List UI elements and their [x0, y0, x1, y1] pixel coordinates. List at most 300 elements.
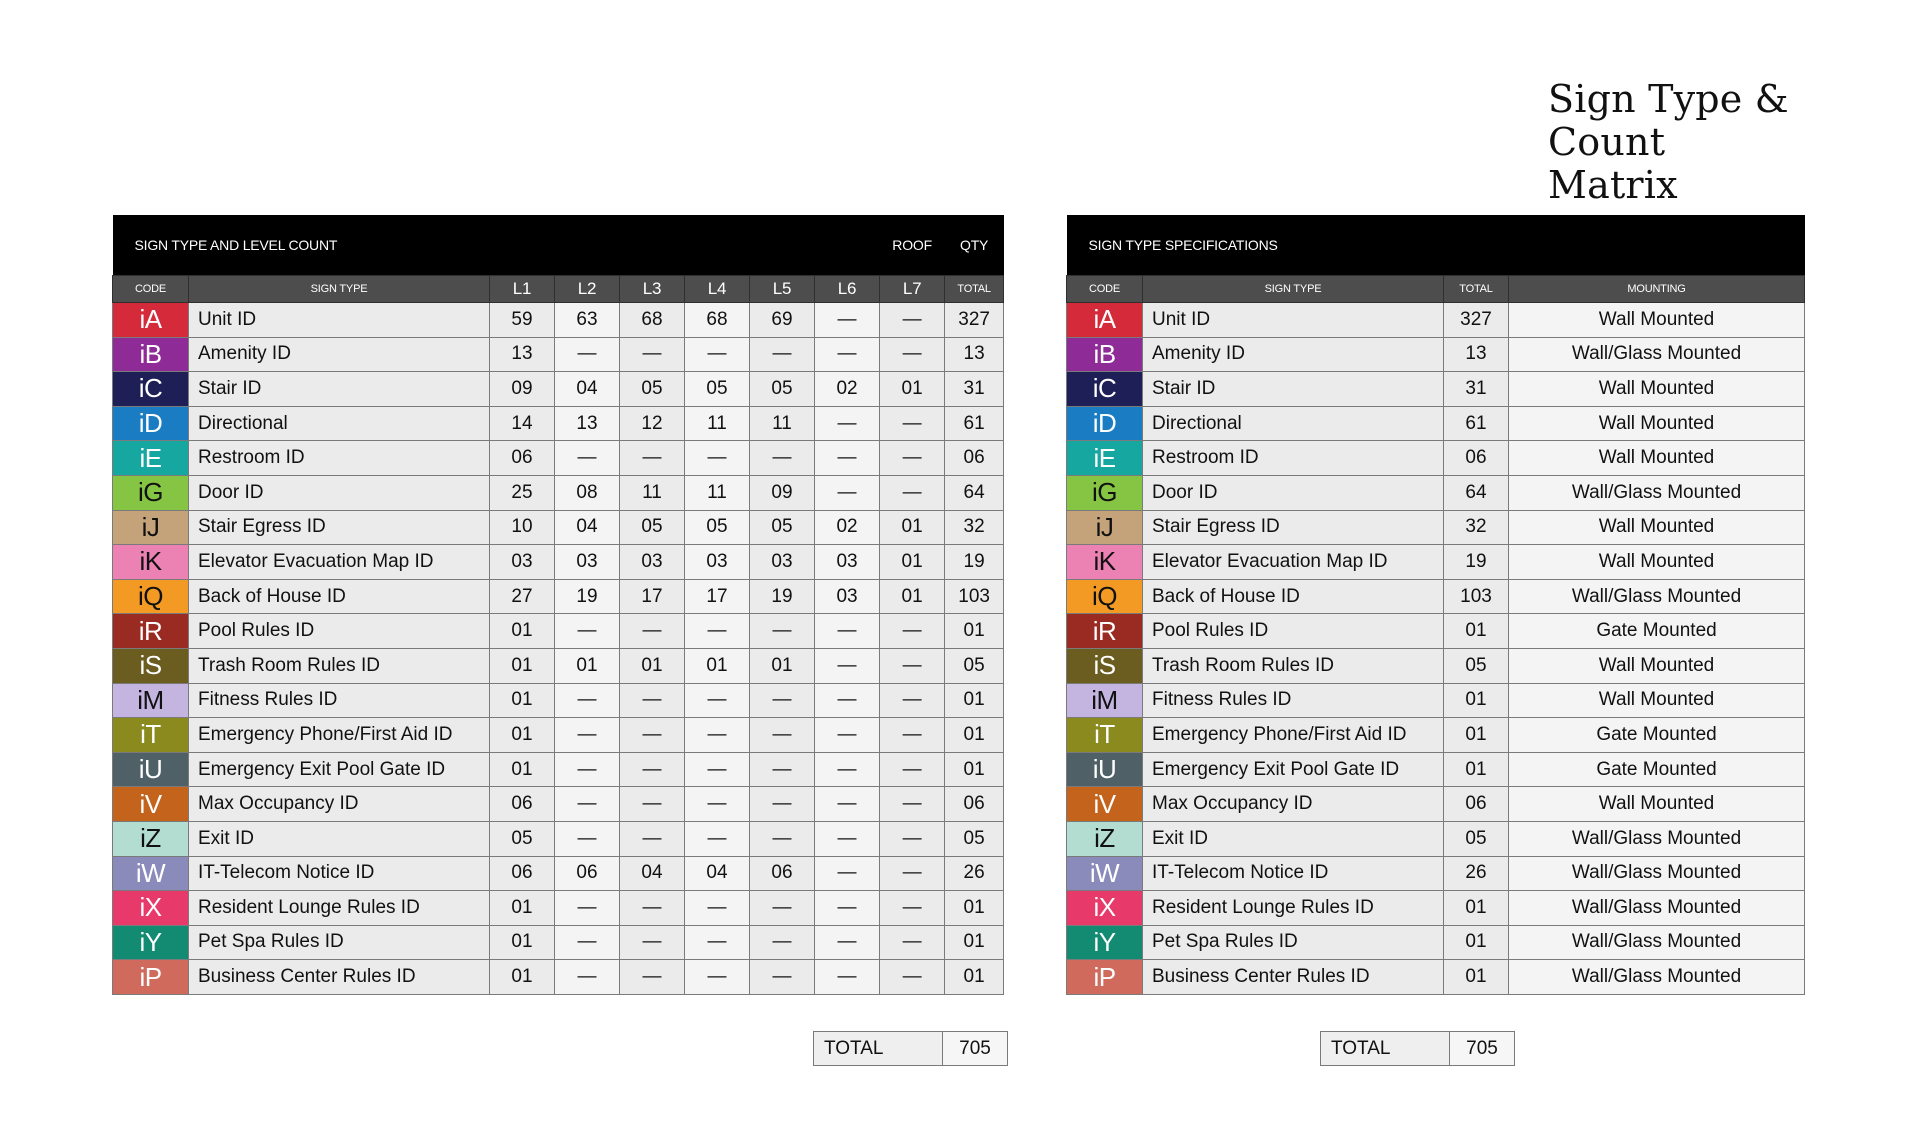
sign-code-badge: iW	[1067, 856, 1143, 891]
level-count-l6: —	[815, 718, 880, 753]
level-count-l7: 01	[880, 372, 945, 407]
level-count-l7: 01	[880, 579, 945, 614]
level-count-l7: —	[880, 925, 945, 960]
row-total: 103	[1444, 579, 1509, 614]
spec-table-title-row	[1067, 215, 1805, 276]
level-count-l2: —	[555, 337, 620, 372]
level-count-l5: —	[750, 614, 815, 649]
sign-code-badge: iE	[113, 441, 189, 476]
level-count-l7: —	[880, 752, 945, 787]
level-count-l1: 01	[490, 891, 555, 926]
level-count-l4: —	[685, 683, 750, 718]
row-total: 05	[1444, 648, 1509, 683]
level-count-l3: —	[620, 752, 685, 787]
level-count-l4: —	[685, 787, 750, 822]
level-count-l2: 13	[555, 406, 620, 441]
level-count-l5: —	[750, 925, 815, 960]
level-count-l7: —	[880, 891, 945, 926]
level-count-l2: 04	[555, 372, 620, 407]
page-title: Sign Type & Count Matrix	[1548, 77, 1789, 207]
sign-type-name: Max Occupancy ID	[1143, 787, 1444, 822]
row-total: 01	[945, 683, 1004, 718]
mounting-type: Wall Mounted	[1509, 372, 1805, 407]
sign-code-badge: iJ	[1067, 510, 1143, 545]
sign-type-name: Elevator Evacuation Map ID	[189, 545, 490, 580]
sign-type-name: Stair ID	[1143, 372, 1444, 407]
row-total: 32	[1444, 510, 1509, 545]
table-row	[1067, 648, 1805, 683]
level-count-l3: —	[620, 683, 685, 718]
level-count-l6: —	[815, 683, 880, 718]
table-row	[1067, 337, 1805, 372]
row-total: 06	[945, 787, 1004, 822]
sign-code-badge: iY	[113, 925, 189, 960]
row-total: 01	[1444, 683, 1509, 718]
sign-type-name: Door ID	[189, 475, 490, 510]
level-count-l1: 01	[490, 960, 555, 995]
table-row	[1067, 372, 1805, 407]
row-total: 64	[1444, 475, 1509, 510]
table-row	[1067, 718, 1805, 753]
level-count-l5: —	[750, 960, 815, 995]
level-count-l6: —	[815, 406, 880, 441]
level-count-l3: —	[620, 821, 685, 856]
level-count-l5: —	[750, 821, 815, 856]
mounting-type: Wall Mounted	[1509, 648, 1805, 683]
sign-code-badge: iS	[1067, 648, 1143, 683]
row-total: 13	[1444, 337, 1509, 372]
level-count-l2: —	[555, 925, 620, 960]
table-row	[113, 821, 1004, 856]
grand-total-value: 705	[1450, 1032, 1515, 1066]
mounting-type: Wall/Glass Mounted	[1509, 925, 1805, 960]
sign-code-badge: iD	[113, 406, 189, 441]
table-row	[113, 925, 1004, 960]
level-count-l6: —	[815, 337, 880, 372]
level-count-l1: 09	[490, 372, 555, 407]
mounting-type: Wall/Glass Mounted	[1509, 579, 1805, 614]
sign-type-name: Emergency Exit Pool Gate ID	[1143, 752, 1444, 787]
sign-type-name: Restroom ID	[1143, 441, 1444, 476]
sign-type-name: Back of House ID	[189, 579, 490, 614]
level-count-l4: 04	[685, 856, 750, 891]
sign-type-name: Door ID	[1143, 475, 1444, 510]
level-count-l2: 06	[555, 856, 620, 891]
table-row	[113, 441, 1004, 476]
level-count-l6: —	[815, 475, 880, 510]
level-count-l3: —	[620, 960, 685, 995]
table-row	[113, 510, 1004, 545]
level-table-title-row	[113, 215, 1004, 276]
level-count-l7: —	[880, 787, 945, 822]
level-count-l3: 04	[620, 856, 685, 891]
sign-code-badge: iT	[113, 718, 189, 753]
sign-code-badge: iB	[113, 337, 189, 372]
level-count-l2: —	[555, 821, 620, 856]
level-count-l6: —	[815, 925, 880, 960]
grand-total-value: 705	[943, 1032, 1008, 1066]
sign-type-name: Max Occupancy ID	[189, 787, 490, 822]
row-total: 01	[1444, 614, 1509, 649]
mounting-type: Wall/Glass Mounted	[1509, 891, 1805, 926]
level-count-l3: —	[620, 925, 685, 960]
column-header-l1: L1	[490, 276, 555, 303]
table-row	[1067, 891, 1805, 926]
level-count-l1: 06	[490, 441, 555, 476]
level-count-l5: 69	[750, 303, 815, 338]
sign-type-name: IT-Telecom Notice ID	[189, 856, 490, 891]
table-row	[1067, 821, 1805, 856]
level-count-l1: 01	[490, 614, 555, 649]
sign-code-badge: iW	[113, 856, 189, 891]
sign-code-badge: iT	[1067, 718, 1143, 753]
sign-code-badge: iA	[113, 303, 189, 338]
sign-code-badge: iX	[1067, 891, 1143, 926]
level-count-l4: —	[685, 821, 750, 856]
mounting-type: Gate Mounted	[1509, 752, 1805, 787]
row-total: 64	[945, 475, 1004, 510]
qty-label: QTY	[945, 215, 1004, 276]
row-total: 01	[1444, 891, 1509, 926]
level-count-l1: 59	[490, 303, 555, 338]
level-count-l5: 01	[750, 648, 815, 683]
sign-code-badge: iV	[1067, 787, 1143, 822]
level-count-l1: 06	[490, 856, 555, 891]
level-count-l4: —	[685, 614, 750, 649]
level-count-l1: 13	[490, 337, 555, 372]
level-count-l1: 14	[490, 406, 555, 441]
level-count-l2: 08	[555, 475, 620, 510]
table-row	[1067, 475, 1805, 510]
mounting-type: Wall/Glass Mounted	[1509, 475, 1805, 510]
level-count-l6: —	[815, 614, 880, 649]
sign-code-badge: iE	[1067, 441, 1143, 476]
sign-type-name: Resident Lounge Rules ID	[1143, 891, 1444, 926]
row-total: 103	[945, 579, 1004, 614]
sign-type-name: IT-Telecom Notice ID	[1143, 856, 1444, 891]
level-count-l7: —	[880, 683, 945, 718]
row-total: 61	[1444, 406, 1509, 441]
sign-code-badge: iV	[113, 787, 189, 822]
row-total: 32	[945, 510, 1004, 545]
column-header-l5: L5	[750, 276, 815, 303]
table-row	[1067, 545, 1805, 580]
level-count-l3: 68	[620, 303, 685, 338]
level-count-l5: 05	[750, 372, 815, 407]
column-header-mounting: MOUNTING	[1509, 276, 1805, 303]
spec-table-header-row	[1067, 276, 1805, 303]
row-total: 01	[1444, 925, 1509, 960]
mounting-type: Wall Mounted	[1509, 303, 1805, 338]
row-total: 06	[1444, 441, 1509, 476]
level-count-l4: 05	[685, 372, 750, 407]
table-row	[1067, 579, 1805, 614]
level-count-l6: 03	[815, 579, 880, 614]
column-header-total: TOTAL	[1444, 276, 1509, 303]
sign-code-badge: iS	[113, 648, 189, 683]
sign-code-badge: iZ	[1067, 821, 1143, 856]
level-count-l5: —	[750, 718, 815, 753]
level-count-l3: 03	[620, 545, 685, 580]
sign-code-badge: iM	[1067, 683, 1143, 718]
level-count-l7: 01	[880, 510, 945, 545]
level-count-l5: 11	[750, 406, 815, 441]
level-count-l5: —	[750, 683, 815, 718]
level-count-l5: 09	[750, 475, 815, 510]
level-count-l6: 02	[815, 372, 880, 407]
level-count-l6: 02	[815, 510, 880, 545]
table-row	[1067, 614, 1805, 649]
row-total: 01	[945, 960, 1004, 995]
table-row	[113, 891, 1004, 926]
table-row	[113, 545, 1004, 580]
sign-type-name: Trash Room Rules ID	[189, 648, 490, 683]
row-total: 01	[1444, 960, 1509, 995]
level-count-l3: —	[620, 614, 685, 649]
mounting-type: Wall/Glass Mounted	[1509, 337, 1805, 372]
level-count-l2: —	[555, 891, 620, 926]
level-count-l1: 05	[490, 821, 555, 856]
row-total: 327	[945, 303, 1004, 338]
level-count-l4: 05	[685, 510, 750, 545]
grand-total-label: TOTAL	[814, 1032, 943, 1066]
level-count-l3: 05	[620, 372, 685, 407]
row-total: 13	[945, 337, 1004, 372]
table-row	[113, 614, 1004, 649]
level-count-l7: —	[880, 303, 945, 338]
sign-type-name: Exit ID	[1143, 821, 1444, 856]
sign-type-name: Exit ID	[189, 821, 490, 856]
table-row	[113, 856, 1004, 891]
level-count-l7: —	[880, 960, 945, 995]
sign-type-name: Emergency Phone/First Aid ID	[1143, 718, 1444, 753]
level-count-l3: —	[620, 337, 685, 372]
level-count-l7: —	[880, 614, 945, 649]
level-count-l6: —	[815, 752, 880, 787]
sign-type-name: Emergency Phone/First Aid ID	[189, 718, 490, 753]
row-total: 06	[1444, 787, 1509, 822]
level-count-l1: 01	[490, 925, 555, 960]
level-count-l7: —	[880, 718, 945, 753]
table-row	[113, 752, 1004, 787]
level-count-l6: —	[815, 648, 880, 683]
mounting-type: Gate Mounted	[1509, 718, 1805, 753]
level-count-l3: —	[620, 891, 685, 926]
row-total: 327	[1444, 303, 1509, 338]
sign-code-badge: iZ	[113, 821, 189, 856]
sign-type-specifications-table	[1066, 215, 1805, 995]
table-row	[1067, 960, 1805, 995]
table-row	[1067, 441, 1805, 476]
level-count-l2: 19	[555, 579, 620, 614]
level-count-l4: —	[685, 337, 750, 372]
level-count-l6: —	[815, 821, 880, 856]
row-total: 01	[1444, 752, 1509, 787]
sign-type-name: Restroom ID	[189, 441, 490, 476]
table-row	[113, 648, 1004, 683]
sign-code-badge: iY	[1067, 925, 1143, 960]
level-count-l7: —	[880, 475, 945, 510]
level-count-l1: 06	[490, 787, 555, 822]
level-table-header-row	[113, 276, 1004, 303]
level-count-l5: —	[750, 752, 815, 787]
sign-type-name: Pool Rules ID	[1143, 614, 1444, 649]
sign-type-name: Unit ID	[1143, 303, 1444, 338]
level-count-l2: —	[555, 718, 620, 753]
level-count-l6: —	[815, 960, 880, 995]
sign-type-name: Resident Lounge Rules ID	[189, 891, 490, 926]
row-total: 06	[945, 441, 1004, 476]
sign-type-name: Pet Spa Rules ID	[1143, 925, 1444, 960]
level-count-l1: 10	[490, 510, 555, 545]
table-row	[1067, 925, 1805, 960]
level-count-l7: —	[880, 406, 945, 441]
level-count-l3: 05	[620, 510, 685, 545]
level-count-l4: 11	[685, 406, 750, 441]
mounting-type: Wall Mounted	[1509, 545, 1805, 580]
row-total: 05	[945, 648, 1004, 683]
table-row	[113, 372, 1004, 407]
mounting-type: Wall Mounted	[1509, 510, 1805, 545]
sign-type-name: Unit ID	[189, 303, 490, 338]
sign-code-badge: iJ	[113, 510, 189, 545]
level-count-l4: 17	[685, 579, 750, 614]
level-count-l3: —	[620, 441, 685, 476]
table-row	[113, 718, 1004, 753]
sign-code-badge: iB	[1067, 337, 1143, 372]
sign-code-badge: iQ	[113, 579, 189, 614]
level-count-l2: 04	[555, 510, 620, 545]
mounting-type: Wall/Glass Mounted	[1509, 821, 1805, 856]
level-grand-total	[813, 1031, 1008, 1066]
sign-code-badge: iR	[113, 614, 189, 649]
column-header-l7: L7	[880, 276, 945, 303]
level-count-l2: —	[555, 960, 620, 995]
level-count-l5: 05	[750, 510, 815, 545]
table-row	[113, 475, 1004, 510]
sign-type-name: Stair ID	[189, 372, 490, 407]
row-total: 19	[945, 545, 1004, 580]
level-count-l2: —	[555, 614, 620, 649]
mounting-type: Gate Mounted	[1509, 614, 1805, 649]
level-count-l5: —	[750, 891, 815, 926]
sign-type-name: Stair Egress ID	[189, 510, 490, 545]
level-count-l2: 03	[555, 545, 620, 580]
row-total: 05	[1444, 821, 1509, 856]
roof-label: ROOF	[880, 215, 945, 276]
table-row	[113, 960, 1004, 995]
sign-code-badge: iK	[113, 545, 189, 580]
sign-code-badge: iP	[113, 960, 189, 995]
level-count-l6: —	[815, 303, 880, 338]
column-header-l6: L6	[815, 276, 880, 303]
level-count-l6: —	[815, 856, 880, 891]
level-count-l6: —	[815, 441, 880, 476]
sign-type-name: Directional	[1143, 406, 1444, 441]
level-count-l6: —	[815, 891, 880, 926]
column-header-l4: L4	[685, 276, 750, 303]
level-count-l5: —	[750, 441, 815, 476]
sign-type-name: Pet Spa Rules ID	[189, 925, 490, 960]
level-count-l3: 11	[620, 475, 685, 510]
column-header-total: TOTAL	[945, 276, 1004, 303]
table-row	[113, 406, 1004, 441]
row-total: 01	[945, 718, 1004, 753]
sign-type-name: Business Center Rules ID	[189, 960, 490, 995]
level-count-l7: —	[880, 648, 945, 683]
table-row	[113, 303, 1004, 338]
level-count-l6: —	[815, 787, 880, 822]
table-row	[1067, 683, 1805, 718]
sign-type-name: Directional	[189, 406, 490, 441]
level-count-l1: 03	[490, 545, 555, 580]
level-count-l7: —	[880, 856, 945, 891]
row-total: 01	[945, 614, 1004, 649]
row-total: 31	[945, 372, 1004, 407]
column-header-sign-type: SIGN TYPE	[1143, 276, 1444, 303]
table-row	[1067, 787, 1805, 822]
level-count-l5: 03	[750, 545, 815, 580]
sign-code-badge: iK	[1067, 545, 1143, 580]
sign-type-name: Pool Rules ID	[189, 614, 490, 649]
level-count-l2: 01	[555, 648, 620, 683]
sign-code-badge: iG	[113, 475, 189, 510]
sign-type-name: Back of House ID	[1143, 579, 1444, 614]
grand-total-label: TOTAL	[1321, 1032, 1450, 1066]
level-count-l6: 03	[815, 545, 880, 580]
level-count-l4: —	[685, 925, 750, 960]
table-row	[113, 337, 1004, 372]
level-count-l3: 12	[620, 406, 685, 441]
column-header-sign-type: SIGN TYPE	[189, 276, 490, 303]
row-total: 01	[945, 752, 1004, 787]
level-count-l3: —	[620, 787, 685, 822]
table-row	[113, 787, 1004, 822]
level-count-l2: —	[555, 683, 620, 718]
sign-type-name: Amenity ID	[189, 337, 490, 372]
sign-code-badge: iP	[1067, 960, 1143, 995]
sign-code-badge: iC	[113, 372, 189, 407]
sign-code-badge: iQ	[1067, 579, 1143, 614]
level-count-l1: 01	[490, 752, 555, 787]
sign-code-badge: iG	[1067, 475, 1143, 510]
level-count-l4: 03	[685, 545, 750, 580]
sign-type-name: Amenity ID	[1143, 337, 1444, 372]
level-table-title: SIGN TYPE AND LEVEL COUNT	[113, 215, 880, 276]
level-count-l1: 27	[490, 579, 555, 614]
row-total: 26	[945, 856, 1004, 891]
table-row	[1067, 510, 1805, 545]
table-row	[1067, 752, 1805, 787]
sign-type-name: Stair Egress ID	[1143, 510, 1444, 545]
spec-grand-total	[1320, 1031, 1515, 1066]
level-count-l7: —	[880, 821, 945, 856]
row-total: 26	[1444, 856, 1509, 891]
level-count-l5: —	[750, 337, 815, 372]
sign-code-badge: iX	[113, 891, 189, 926]
table-row	[1067, 303, 1805, 338]
column-header-code: CODE	[1067, 276, 1143, 303]
row-total: 19	[1444, 545, 1509, 580]
level-count-l7: 01	[880, 545, 945, 580]
sign-type-name: Trash Room Rules ID	[1143, 648, 1444, 683]
mounting-type: Wall/Glass Mounted	[1509, 856, 1805, 891]
level-count-table	[112, 215, 1004, 995]
row-total: 05	[945, 821, 1004, 856]
table-row	[113, 579, 1004, 614]
level-count-l5: —	[750, 787, 815, 822]
sign-type-name: Business Center Rules ID	[1143, 960, 1444, 995]
